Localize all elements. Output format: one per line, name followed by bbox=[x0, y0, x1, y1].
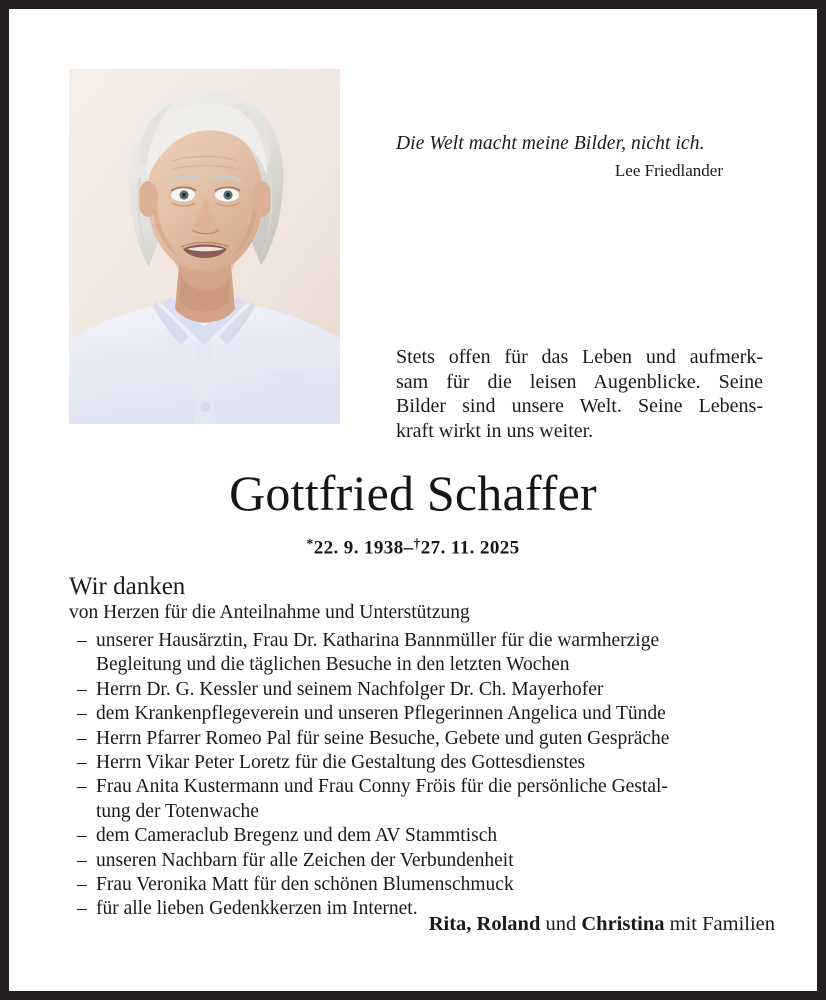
quote-block bbox=[396, 131, 741, 183]
signature-name-secondary: Christina bbox=[581, 913, 665, 935]
list-item bbox=[69, 849, 775, 873]
list-item bbox=[69, 727, 775, 751]
signature-suffix: mit Familien bbox=[664, 913, 775, 935]
list-item bbox=[69, 678, 775, 702]
bullet-dash: – bbox=[77, 727, 87, 749]
list-item-line: für alle lieben Gedenkkerzen im Internet. bbox=[96, 898, 418, 920]
list-item-line: unserer Hausärztin, Frau Dr. Katharina Bannmüller für die warmherzige bbox=[96, 630, 660, 651]
list-item-line: dem Krankenpflegeverein und unseren Pflegerinnen Angelica und Tünde bbox=[96, 703, 666, 725]
thanks-subheading: von Herzen für die Anteilnahme und Unterstützung bbox=[69, 602, 470, 623]
memorial-line: Stets offen für das Leben und aufmerk- bbox=[396, 346, 763, 368]
memorial-line: sam für die leisen Augenblicke. Seine bbox=[396, 370, 763, 393]
bullet-dash: – bbox=[77, 874, 87, 896]
bullet-dash: – bbox=[77, 630, 87, 651]
list-item bbox=[69, 824, 775, 848]
list-item-line: Herrn Vikar Peter Loretz für die Gestaltung des Gottesdienstes bbox=[96, 752, 586, 774]
memorial-line: kraft wirkt in uns weiter. bbox=[396, 419, 594, 442]
list-item bbox=[69, 775, 775, 824]
list-item-line: Herrn Dr. G. Kessler und seinem Nachfolger Dr. Ch. Mayerhofer bbox=[96, 678, 604, 700]
list-item bbox=[69, 629, 775, 678]
died-symbol: † bbox=[413, 536, 421, 551]
list-item bbox=[69, 873, 775, 897]
notice-sheet bbox=[9, 9, 817, 991]
born-symbol: * bbox=[306, 536, 314, 551]
list-item-line: dem Cameraclub Bregenz und dem AV Stammtisch bbox=[96, 825, 498, 847]
date-separator: – bbox=[403, 537, 414, 559]
list-item-line: tung der Totenwache bbox=[96, 800, 259, 822]
bullet-dash: – bbox=[77, 849, 87, 871]
list-item-line: Frau Anita Kustermann und Frau Conny Fröis für die persönliche Gestal- bbox=[96, 776, 668, 798]
list-item-line: Frau Veronika Matt für den schönen Blumenschmuck bbox=[96, 874, 514, 896]
memorial-line: Bilder sind unsere Welt. Seine Lebens- bbox=[396, 395, 763, 417]
list-item-line: Begleitung und die täglichen Besuche in den letzten Wochen bbox=[96, 654, 570, 676]
list-item-line: unseren Nachbarn für alle Zeichen der Verbundenheit bbox=[96, 849, 514, 871]
born-date: 22. 9. 1938 bbox=[313, 537, 404, 559]
list-item-line: Herrn Pfarrer Romeo Pal für seine Besuche, Gebete und guten Gespräche bbox=[96, 727, 670, 749]
thanks-heading: Wir danken bbox=[69, 573, 186, 600]
portrait-illustration bbox=[69, 69, 340, 424]
portrait-photo bbox=[69, 69, 340, 424]
life-dates bbox=[9, 531, 817, 562]
list-item bbox=[69, 702, 775, 726]
bullet-dash: – bbox=[77, 825, 87, 847]
died-date: 27. 11. 2025 bbox=[420, 537, 520, 559]
thanks-list bbox=[69, 629, 775, 922]
signature-line bbox=[9, 911, 775, 937]
quote-text: Die Welt macht meine Bilder, nicht ich. bbox=[396, 133, 705, 154]
bullet-dash: – bbox=[77, 898, 87, 920]
signature-connector: und bbox=[540, 913, 582, 935]
deceased-name: Gottfried Schaffer bbox=[229, 465, 597, 521]
signature-name-primary: Rita, Roland bbox=[428, 913, 541, 935]
memorial-paragraph bbox=[396, 345, 763, 443]
bullet-dash: – bbox=[77, 776, 87, 798]
quote-attribution: Lee Friedlander bbox=[614, 161, 723, 180]
list-item bbox=[69, 751, 775, 775]
bullet-dash: – bbox=[77, 678, 87, 700]
bullet-dash: – bbox=[77, 752, 87, 774]
bullet-dash: – bbox=[77, 703, 87, 725]
